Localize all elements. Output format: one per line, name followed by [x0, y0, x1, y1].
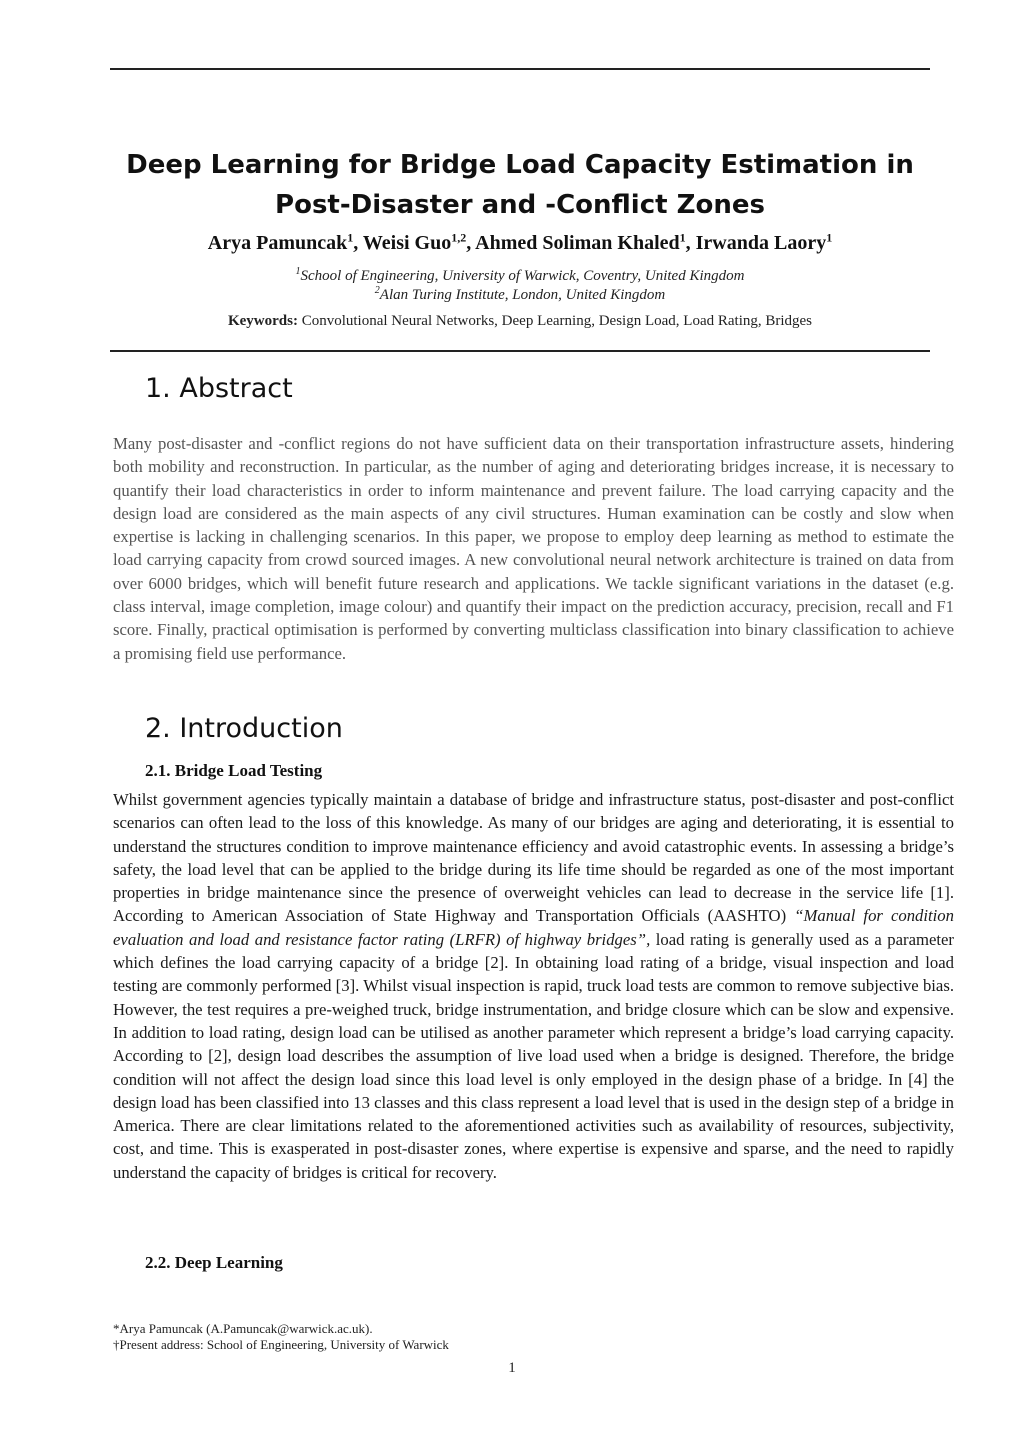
aashto-manual-title: “Manual for condition evaluation and load and resistance factor rating (LRFR) of highway bridges”, [113, 906, 954, 949]
footnote-present-address: †Present address: School of Engineering, University of Warwick [113, 1337, 449, 1352]
abstract-paragraph: Many post-disaster and -conflict regions do not have sufficient data on their transportation infrastructure assets, hindering both mobility and reconstruction. In particular, as the number of aging and deteriorating bridges increase, it is necessary to quantify their load characteristics in order to inform maintenance and prevent failure. The load carrying capacity and the design load are considered as the main aspects of any civil structures. Human examination can be costly and slow when expertise is lacking in challenging scenarios. In this paper, we propose to employ deep learning as method to estimate the load carrying capacity from crowd sourced images. A new convolutional neural network architecture is trained on data from over 6000 bridges, which will benefit future research and applications. We tackle significant variations in the dataset (e.g. class interval, image completion, image colour) and quantify their impact on the prediction accuracy, precision, recall and F1 score. Finally, practical optimisation is performed by converting multiclass classification into binary classification to achieve a promising field use performance. [113, 434, 954, 663]
title-line-2: Post-Disaster and -Conflict Zones [275, 190, 765, 220]
author-4: Irwanda Laory$^1$ [695, 230, 833, 254]
author-list [90, 230, 950, 255]
top-rule [110, 68, 930, 70]
author-2: Weisi Guo$^{1,2}$, [362, 230, 476, 254]
paper-title [90, 145, 950, 225]
footnote-corresponding-author: *Arya Pamuncak (A.Pamuncak@warwick.ac.uk). [113, 1321, 373, 1336]
page-number: 1 [508, 1360, 516, 1376]
affiliation-1: $^1$School of Engineering, University of Warwick, Coventry, United Kingdom [295, 266, 745, 284]
affiliation-2: $^2$Alan Turing Institute, London, United Kingdom [374, 285, 666, 303]
keywords-text: Convolutional Neural Networks, Deep Learning, Design Load, Load Rating, Bridges [297, 313, 813, 329]
keywords-label: Keywords: [227, 313, 298, 329]
subsection-heading-bridge-load-testing: 2.1. Bridge Load Testing [145, 761, 323, 780]
keywords [90, 313, 950, 330]
abstract-heading: 1. Abstract [145, 373, 293, 404]
introduction-paragraph: Whilst government agencies typically maintain a database of bridge and infrastructure status, post-disaster and post-conflict scenarios can often lead to the loss of this knowledge. As many of our bridges are aging and deteriorating, it is essential to understand the structures condition to improve maintenance efficiency and avoid catastrophic events. In assessing a bridge’s safety, the load level that can be applied to the bridge during its life time should be regarded as one of the most important properties in bridge maintenance since the presence of overweight vehicles can lead to decrease in the service life [1]. According to American Association of State Highway and Transportation Officials (AASHTO) “Manual for condition evaluation and load and resistance factor rating (LRFR) of highway bridges”, load rating is generally used as a parameter which defines the load carrying capacity of a bridge [2]. In obtaining load rating of a bridge, visual inspection and load testing are commonly performed [3]. Whilst visual inspection is rapid, truck load tests are common to remove subjective bias. However, the test requires a pre-weighed truck, bridge instrumentation, and bridge closure which can be slow and expensive. In addition to load rating, design load can be utilised as another parameter which represent a bridge’s load carrying capacity. According to [2], design load describes the assumption of live load used when a bridge is designed. Therefore, the bridge condition will not affect the design load since this load level is only employed in the design phase of a bridge. In [4] the design load has been classified into 13 classes and this class represent a load level that is used in the design step of a bridge in America. There are clear limitations related to the aforementioned activities such as availability of resources, subjectivity, cost, and time. This is exasperated in post-disaster zones, where expertise is expensive and sparse, and the need to rapidly understand the capacity of bridges is critical for recovery. [113, 790, 954, 1182]
author-1: Arya Pamuncak$^1$, [207, 230, 363, 254]
introduction-heading: 2. Introduction [145, 713, 343, 744]
author-3: Ahmed Soliman Khaled$^1$, [475, 230, 696, 254]
header-rule [110, 350, 930, 352]
subsection-heading-deep-learning: 2.2. Deep Learning [145, 1253, 283, 1272]
title-line-1: Deep Learning for Bridge Load Capacity Estimation in [126, 150, 914, 180]
